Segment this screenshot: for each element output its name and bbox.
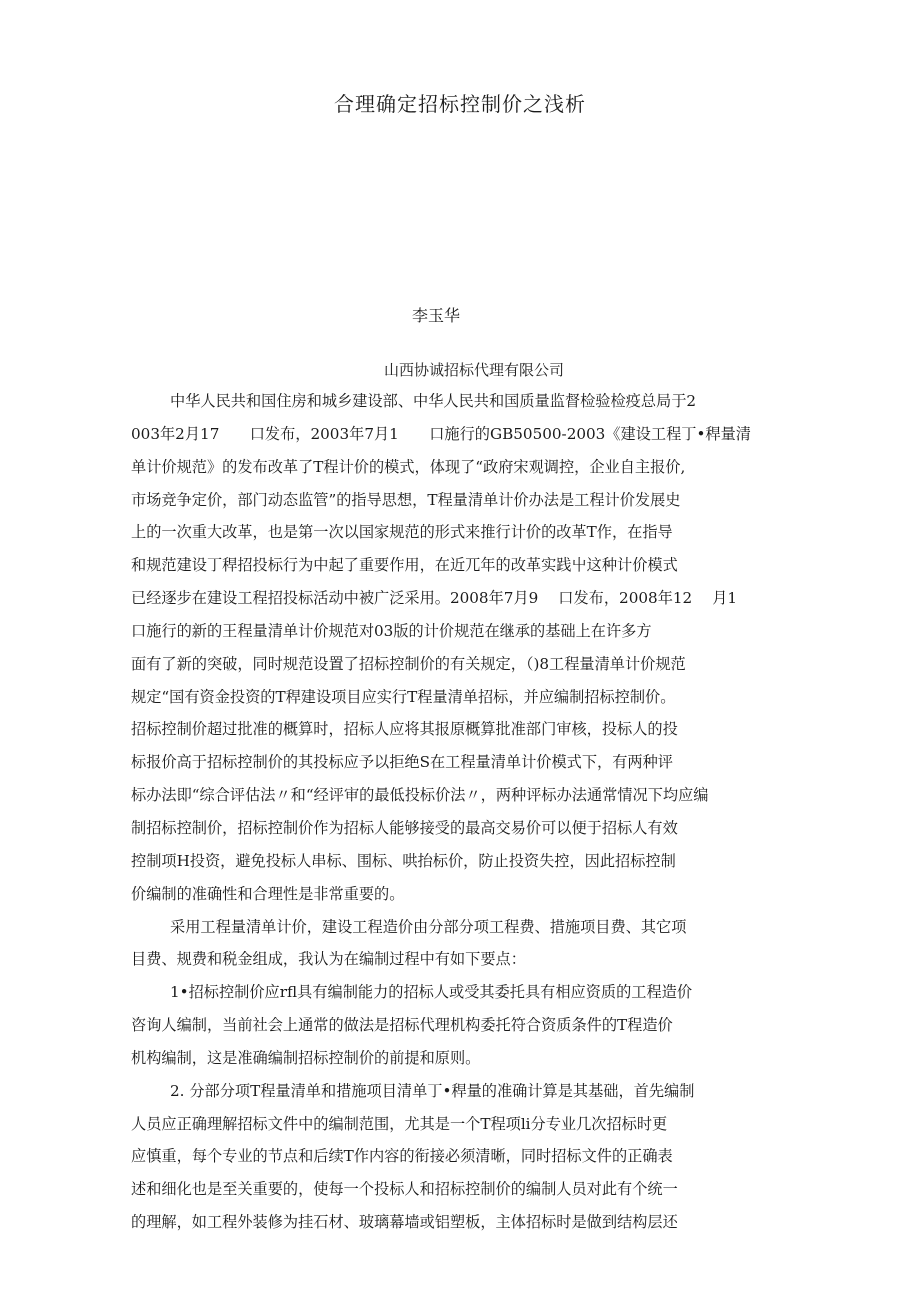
text-line: 应慎重，每个专业的节点和后续T作内容的衔接必须清晰，同时招标文件的正确表 bbox=[131, 1147, 673, 1165]
text-line: 面有了新的突破，同时规范设置了招标控制价的有关规定，（)8工程量清单计价规范 bbox=[131, 655, 686, 673]
text-line: 中华人民共和国住房和城乡建设部、中华人民共和国质量监督检验检疫总局于2 bbox=[170, 392, 697, 410]
text-line: 制招标控制价，招标控制价作为招标人能够接受的最高交易价可以便于招标人有效 bbox=[131, 819, 678, 837]
text-line: 机构编制，这是准确编制招标控制价的前提和原则。 bbox=[131, 1049, 481, 1067]
text-line: 已经逐步在建设工程招投标活动中被广泛采用。2008年7月9 口发布，2008年12 月1 bbox=[131, 589, 738, 607]
text-line: 人员应正确理解招标文件中的编制范围，尤其是一个T程项li分专业几次招标时更 bbox=[131, 1115, 668, 1133]
text-line: 口施行的新的王程量清单计价规范对03版的计价规范在继承的基础上在许多方 bbox=[131, 622, 652, 640]
document-title: 合理确定招标控制价之浅析 bbox=[334, 92, 586, 116]
author-organization: 山西协诚招标代理有限公司 bbox=[384, 361, 565, 379]
text-line: 上的一次重大改革，也是第一次以国家规范的形式来推行计价的改革T作，在指导 bbox=[131, 523, 673, 541]
text-line: 市场竞争定价，部门动态监管”的指导思想，T程量清单计价办法是工程计价发展史 bbox=[131, 491, 681, 509]
text-line: 采用工程量清单计价，建设工程造价由分部分项工程费、措施项目费、其它项 bbox=[170, 918, 687, 936]
text-line: 的理解，如工程外装修为挂石材、玻璃幕墙或铝塑板，主体招标时是做到结构层还 bbox=[131, 1213, 678, 1231]
text-line: 述和细化也是至关重要的，使每一个投标人和招标控制价的编制人员对此有个统一 bbox=[131, 1180, 678, 1198]
text-line: 标办法即“综合评估法〃和“经评审的最低投标价法〃，两种评标办法通常情况下均应编 bbox=[131, 786, 709, 804]
text-line: 1•招标控制价应rfl具有编制能力的招标人或受其委托具有相应资质的工程造价 bbox=[170, 983, 693, 1001]
text-line: 控制项H投资，避免投标人串标、围标、哄抬标价，防止投资失控，因此招标控制 bbox=[131, 852, 676, 870]
text-line: 咨询人编制，当前社会上通常的做法是招标代理机构委托符合资质条件的T程造价 bbox=[131, 1016, 673, 1034]
text-line: 价编制的准确性和合理性是非常重要的。 bbox=[131, 885, 405, 903]
text-line: 招标控制价超过批准的概算时，招标人应将其报原概算批准部门审核，投标人的投 bbox=[131, 720, 678, 738]
text-line: 标报价高于招标控制价的其投标应予以拒绝S在工程量清单计价模式下，有两种评 bbox=[131, 753, 673, 771]
text-line: 单计价规范》的发布改革了T程计价的模式，体现了“政府宋观调控，企业自主报价, bbox=[131, 458, 686, 476]
text-line: 规定“国有资金投资的T稈建设项目应实行T程量清单招标，并应编制招标控制价。 bbox=[131, 688, 676, 706]
text-line: 目费、规费和税金组成，我认为在编制过程中有如下要点： bbox=[131, 950, 526, 968]
author-name: 李玉华 bbox=[412, 306, 461, 325]
text-line: 和规范建设丁稈招投标行为中起了重要作用，在近兀年的改革实践屮这种计价模式 bbox=[131, 556, 678, 574]
text-line: 2. 分部分项T程量清单和措施项目清单丁•稈量的准确计算是其基础，首先编制 bbox=[170, 1082, 695, 1100]
text-line: 003年2月17 口发布，2003年7月1 口施行的GB50500-2003《建设工程丁•稈量清 bbox=[131, 425, 751, 443]
